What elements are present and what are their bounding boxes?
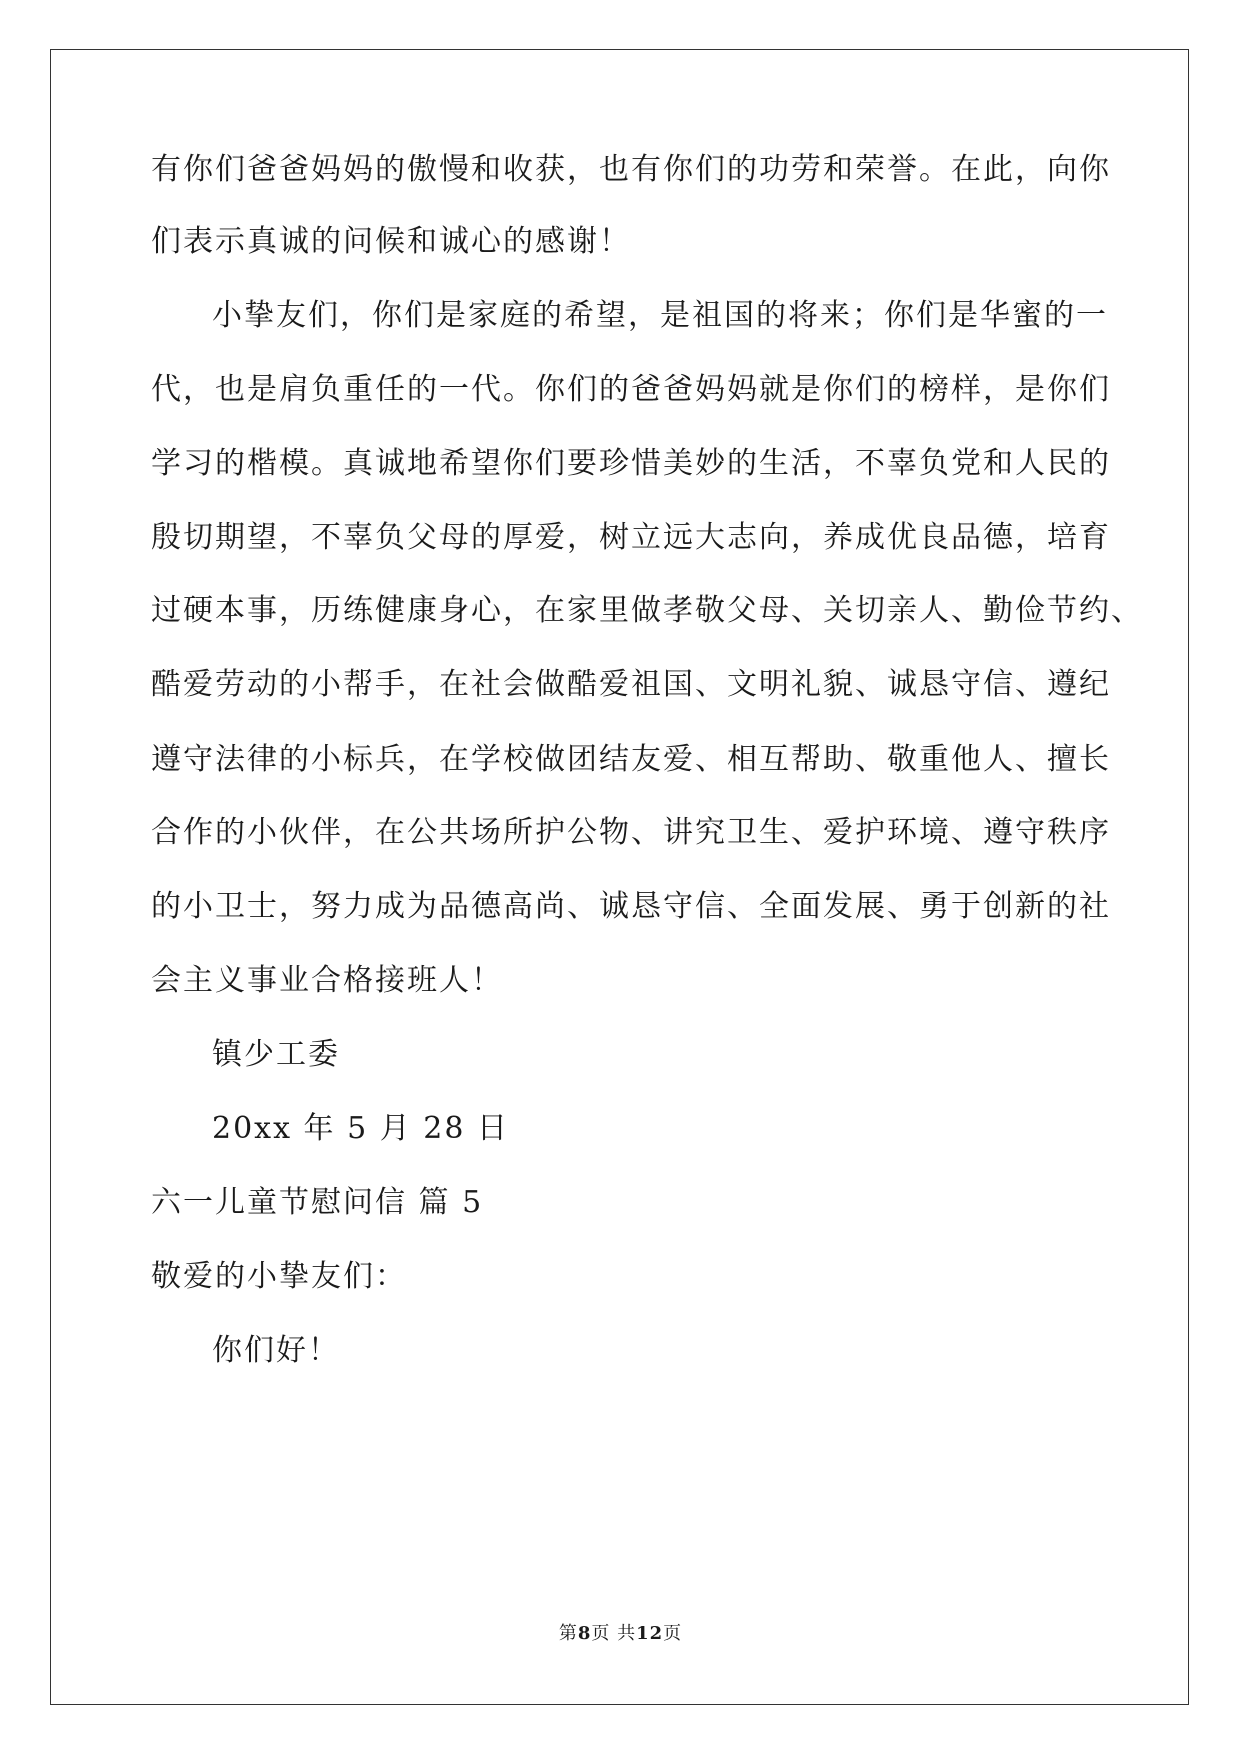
footer-prefix: 第 bbox=[558, 1623, 578, 1644]
page-footer bbox=[0, 1622, 1241, 1646]
salutation: 敬爱的小挚友们： bbox=[151, 1259, 407, 1294]
text-line: 学习的楷模。真诚地希望你们要珍惜美妙的生活，不辜负党和人民的 bbox=[151, 446, 1111, 481]
text-line: 会主义事业合格接班人！ bbox=[151, 963, 503, 998]
text-line: 代，也是肩负重任的一代。你们的爸爸妈妈就是你们的榜样，是你们 bbox=[151, 372, 1111, 407]
text-line: 有你们爸爸妈妈的傲慢和收获，也有你们的功劳和荣誉。在此，向你 bbox=[151, 152, 1111, 187]
paragraph-start-line: 小挚友们，你们是家庭的希望，是祖国的将来；你们是华蜜的一 bbox=[212, 298, 1108, 333]
text-line: 的小卫士，努力成为品德高尚、诚恳守信、全面发展、勇于创新的社 bbox=[151, 889, 1111, 924]
footer-mid: 页 共 bbox=[591, 1623, 637, 1644]
footer-total-pages: 12 bbox=[636, 1623, 664, 1644]
signature-date: 20xx 年 5 月 28 日 bbox=[212, 1111, 509, 1146]
text-line: 们表示真诚的问候和诚心的感谢！ bbox=[151, 224, 631, 259]
text-line: 过硬本事，历练健康身心，在家里做孝敬父母、关切亲人、勤俭节约、 bbox=[151, 593, 1143, 628]
signature-org: 镇少工委 bbox=[212, 1037, 340, 1072]
text-line: 殷切期望，不辜负父母的厚爱，树立远大志向，养成优良品德，培育 bbox=[151, 520, 1111, 555]
footer-page-number: 8 bbox=[577, 1623, 592, 1644]
footer-suffix: 页 bbox=[663, 1623, 683, 1644]
text-line: 合作的小伙伴，在公共场所护公物、讲究卫生、爱护环境、遵守秩序 bbox=[151, 815, 1111, 850]
greeting: 你们好！ bbox=[212, 1333, 340, 1368]
text-line: 遵守法律的小标兵，在学校做团结友爱、相互帮助、敬重他人、擅长 bbox=[151, 742, 1111, 777]
section-heading: 六一儿童节慰问信 篇 5 bbox=[151, 1185, 484, 1220]
text-line: 酷爱劳动的小帮手，在社会做酷爱祖国、文明礼貌、诚恳守信、遵纪 bbox=[151, 667, 1111, 702]
